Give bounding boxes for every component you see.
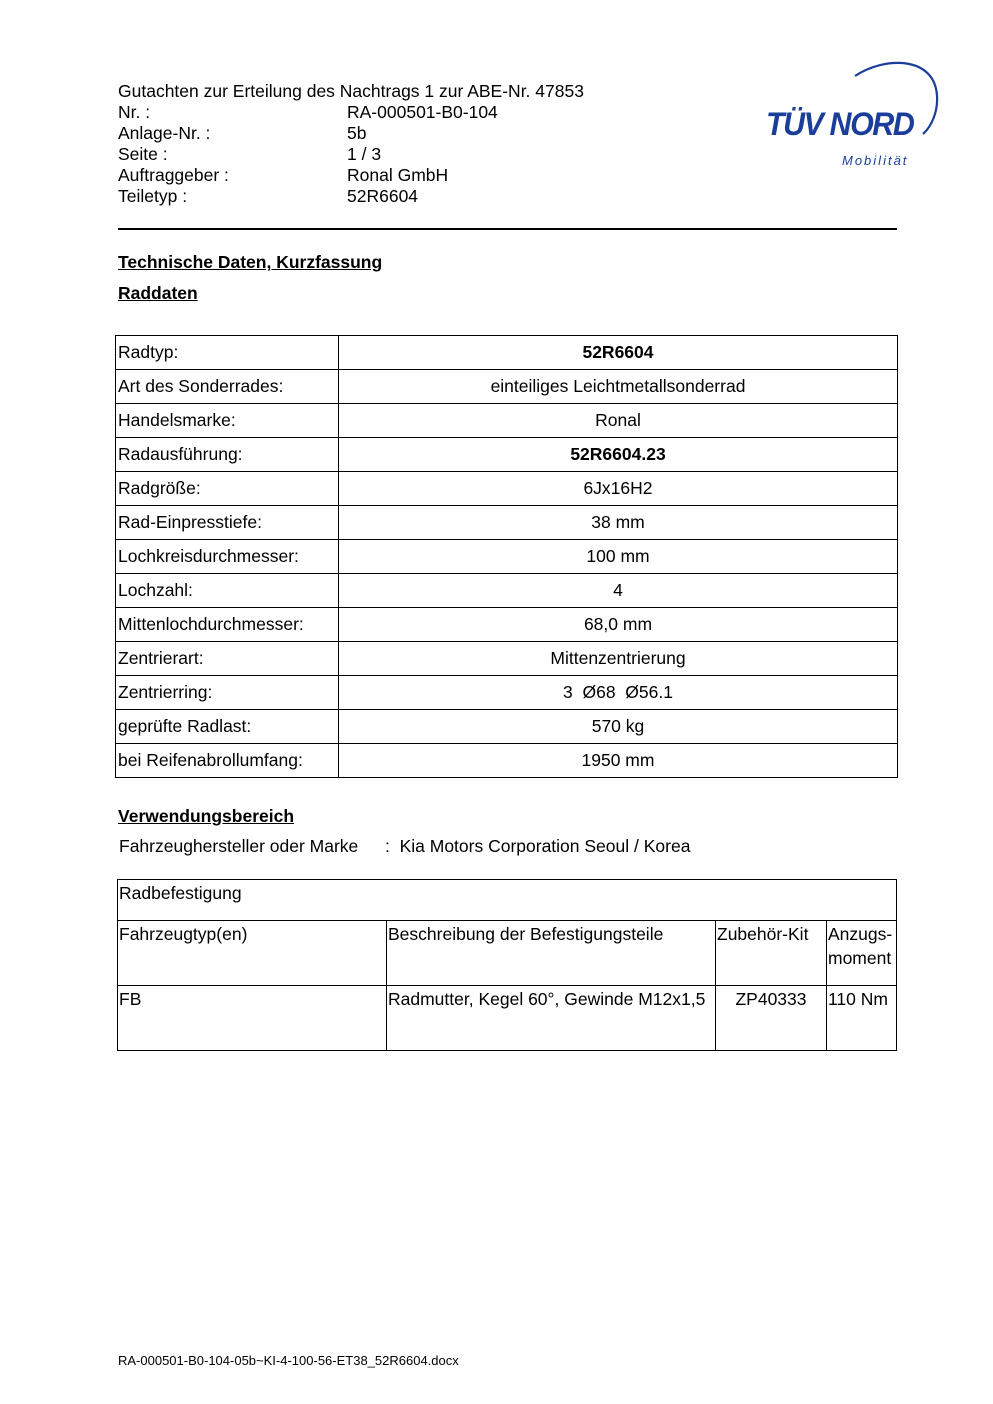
usage-line [119, 836, 690, 857]
row-label: Zentrierring: [116, 676, 339, 710]
row-value: 52R6604.23 [339, 438, 898, 472]
header-row-nr [118, 102, 584, 123]
header-label: Anlage-Nr. : [118, 123, 211, 143]
row-value: 4 [339, 574, 898, 608]
table-row [116, 438, 898, 472]
row-value: einteiliges Leichtmetallsonderrad [339, 370, 898, 404]
table-row [116, 744, 898, 778]
document-title: Gutachten zur Erteilung des Nachtrags 1 zur ABE-Nr. 47853 [118, 81, 584, 101]
table-row [116, 710, 898, 744]
table-row [116, 404, 898, 438]
table-row [118, 986, 897, 1051]
table-cell: FB [118, 986, 387, 1051]
header-row-auftraggeber [118, 165, 584, 186]
table-row [116, 540, 898, 574]
row-value: Ronal [339, 404, 898, 438]
row-label: Lochzahl: [116, 574, 339, 608]
header-value: 1 / 3 [347, 144, 382, 164]
section-heading-technische: Technische Daten, Kurzfassung [118, 252, 383, 272]
befestigung-table [117, 879, 897, 1051]
row-value: 6Jx16H2 [339, 472, 898, 506]
table-cell: Radmutter, Kegel 60°, Gewinde M12x1,5 [387, 986, 716, 1051]
table-row [116, 472, 898, 506]
table-row [116, 370, 898, 404]
column-header: Zubehör-Kit [716, 921, 827, 986]
header-label: Nr. : [118, 102, 151, 122]
header-value: RA-000501-B0-104 [347, 102, 498, 122]
row-value: 100 mm [339, 540, 898, 574]
header-label: Seite : [118, 144, 168, 164]
table-row [116, 574, 898, 608]
row-value: 570 kg [339, 710, 898, 744]
header-row-teiletyp [118, 186, 584, 207]
row-label: Mittenlochdurchmesser: [116, 608, 339, 642]
table-row [116, 676, 898, 710]
row-label: Handelsmarke: [116, 404, 339, 438]
logo-brand-text: TÜV NORD [766, 106, 914, 142]
section-heading-raddaten: Raddaten [118, 283, 198, 303]
raddaten-table [115, 335, 898, 778]
row-value: Mittenzentrierung [339, 642, 898, 676]
table-row [116, 336, 898, 370]
tuv-nord-logo [760, 56, 945, 176]
table-cell: ZP40333 [716, 986, 827, 1051]
usage-value: : Kia Motors Corporation Seoul / Korea [385, 836, 691, 856]
row-value: 3 Ø68 Ø56.1 [339, 676, 898, 710]
row-label: Art des Sonderrades: [116, 370, 339, 404]
row-label: Radausführung: [116, 438, 339, 472]
section-heading-verwendung: Verwendungsbereich [118, 806, 295, 826]
row-label: Lochkreisdurchmesser: [116, 540, 339, 574]
row-value: 38 mm [339, 506, 898, 540]
row-label: bei Reifenabrollumfang: [116, 744, 339, 778]
table-row [116, 642, 898, 676]
row-value: 1950 mm [339, 744, 898, 778]
header-label: Teiletyp : [118, 186, 188, 206]
column-header: Fahrzeugtyp(en) [118, 921, 387, 986]
header-row-seite [118, 144, 584, 165]
table-cell: 110 Nm [827, 986, 897, 1051]
row-label: geprüfte Radlast: [116, 710, 339, 744]
header-value: 52R6604 [347, 186, 419, 206]
usage-label: Fahrzeughersteller oder Marke [119, 836, 359, 856]
document-header [118, 81, 584, 207]
header-value: 5b [347, 123, 367, 143]
header-value: Ronal GmbH [347, 165, 449, 185]
footer-filename: RA-000501-B0-104-05b~KI-4-100-56-ET38_52R6604.docx [118, 1353, 459, 1368]
table-row [116, 608, 898, 642]
header-label: Auftraggeber : [118, 165, 229, 185]
table-header-row [118, 921, 897, 986]
table-title-row [118, 880, 897, 921]
logo-sub-text: Mobilität [842, 153, 909, 168]
row-label: Rad-Einpresstiefe: [116, 506, 339, 540]
header-row-anlage [118, 123, 584, 144]
row-value: 68,0 mm [339, 608, 898, 642]
table-title: Radbefestigung [118, 880, 897, 921]
row-label: Zentrierart: [116, 642, 339, 676]
table-row [116, 506, 898, 540]
row-label: Radgröße: [116, 472, 339, 506]
row-label: Radtyp: [116, 336, 339, 370]
column-header: Beschreibung der Befestigungsteile [387, 921, 716, 986]
column-header: Anzugs-moment [827, 921, 897, 986]
row-value: 52R6604 [339, 336, 898, 370]
header-divider [118, 228, 897, 230]
